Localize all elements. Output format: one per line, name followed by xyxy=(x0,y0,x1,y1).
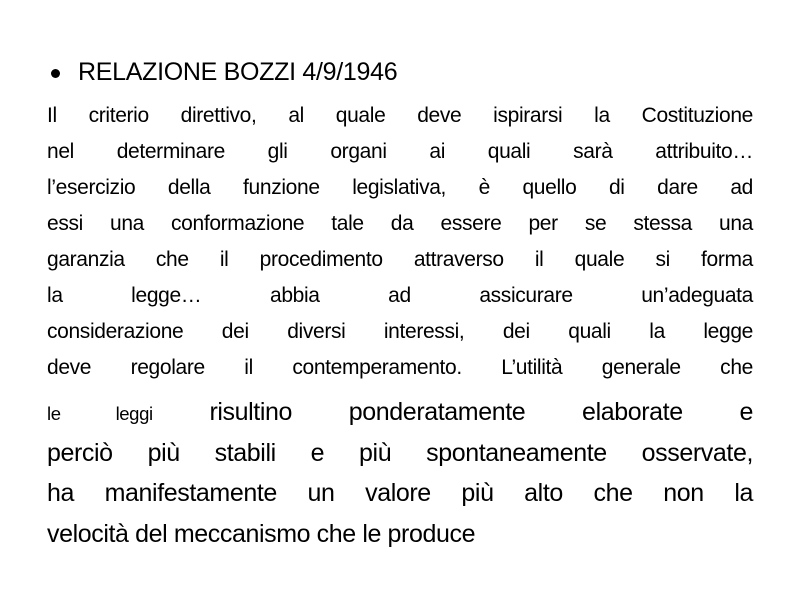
large-text: risultino ponderatamente elaborate e xyxy=(209,398,753,426)
bullet-icon xyxy=(51,69,60,78)
slide-heading: RELAZIONE BOZZI 4/9/1946 xyxy=(78,57,398,86)
paragraph-line: deve regolare il contemperamento. L’utilità generale che xyxy=(47,356,753,379)
paragraph-line: perciò più stabili e più spontaneamente osservate, xyxy=(47,438,753,467)
quote-paragraph xyxy=(47,98,753,386)
paragraph-line: la legge… abbia ad assicurare un’adeguata xyxy=(47,284,753,307)
paragraph-line: l’esercizio della funzione legislativa, è quello di dare ad xyxy=(47,176,753,199)
bullet-heading xyxy=(47,54,397,90)
paragraph-line-mixed xyxy=(47,392,753,433)
quote-paragraph-large xyxy=(47,392,753,554)
paragraph-line: essi una conformazione tale da essere per se stessa una xyxy=(47,212,753,235)
paragraph-line: Il criterio direttivo, al quale deve ispirarsi la Costituzione xyxy=(47,104,753,127)
paragraph-line: ha manifestamente un valore più alto che non la xyxy=(47,479,753,507)
small-text: le leggi xyxy=(47,403,153,424)
paragraph-line: nel determinare gli organi ai quali sarà attribuito… xyxy=(47,140,753,163)
paragraph-line: garanzia che il procedimento attraverso il quale si forma xyxy=(47,248,753,271)
paragraph-line: velocità del meccanismo che le produce xyxy=(47,519,476,548)
paragraph-line: considerazione dei diversi interessi, dei quali la legge xyxy=(47,320,753,343)
